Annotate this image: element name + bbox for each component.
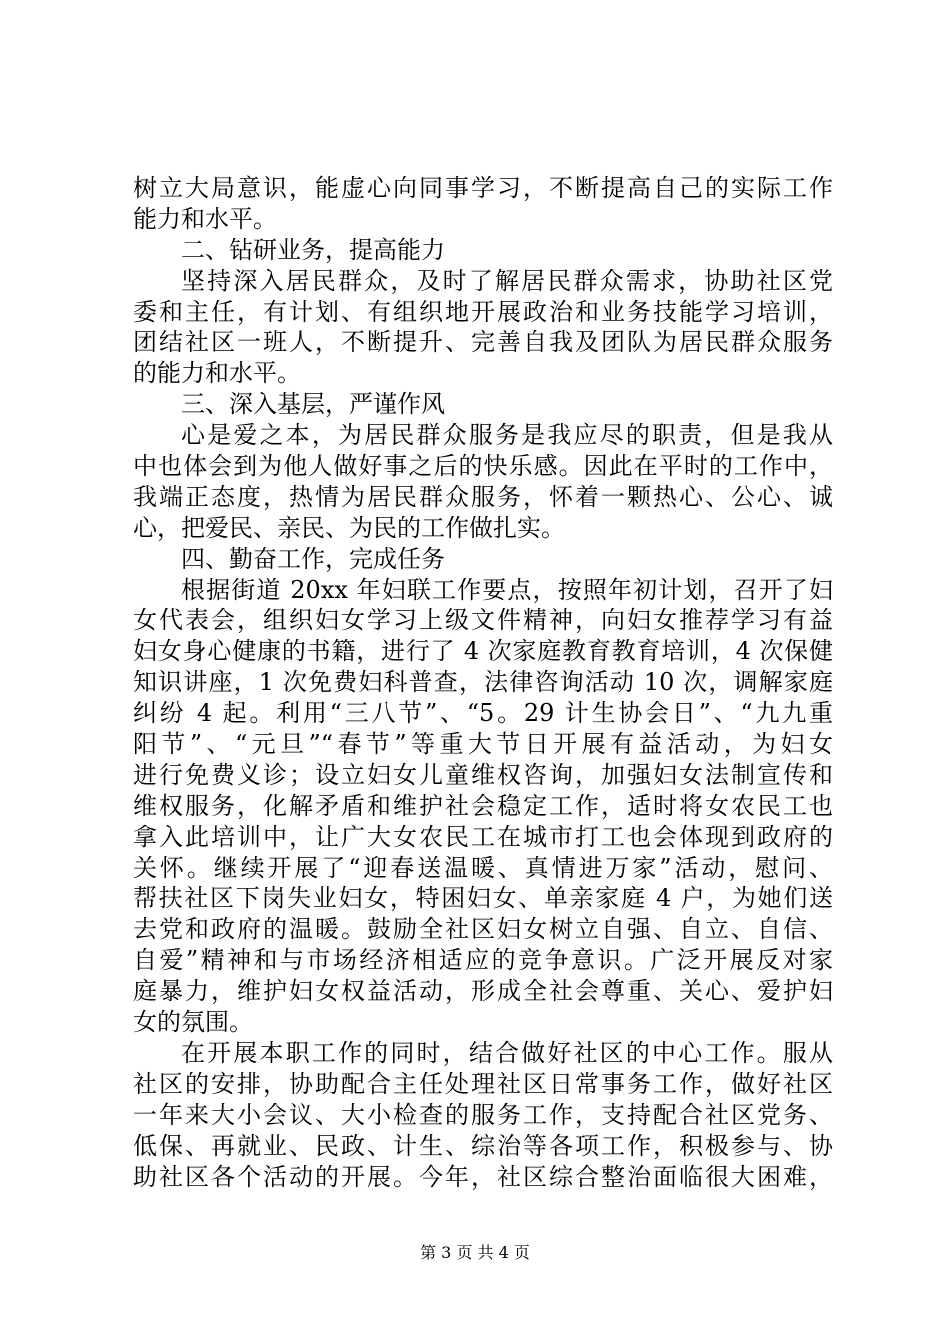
text-line: 心，把爱民、亲民、为民的工作做扎实。 (133, 513, 565, 542)
text-line: 心是爱之本，为居民群众服务是我应尽的职责，但是我从 (181, 421, 833, 450)
text-line: 关怀。继续开展了“迎春送温暖、真情进万家”活动，慰问、 (133, 853, 833, 882)
text-line: 树立大局意识，能虚心向同事学习，不断提高自己的实际工作 (133, 174, 833, 202)
text-line: 自爱”精神和与市场经济相适应的竞争意识。广泛开展反对家 (133, 946, 833, 975)
text-line: 中也体会到为他人做好事之后的快乐感。因此在平时的工作中， (133, 452, 833, 481)
text-line: 三、深入基层，严谨作风 (181, 390, 445, 419)
text-line: 纠纷 4 起。利用“三八节”、“5。29 计生协会日”、“九九重 (133, 699, 833, 728)
text-line: 庭暴力，维护妇女权益活动，形成全社会尊重、关心、爱护妇 (133, 977, 833, 1006)
text-line: 一年来大小会议、大小检查的服务工作，支持配合社区党务、 (133, 1100, 833, 1129)
text-line: 去党和政府的温暖。鼓励全社区妇女树立自强、自立、自信、 (133, 915, 833, 944)
page-footer: 第 3 页 共 4 页 (420, 1243, 530, 1262)
text-line: 的能力和水平。 (133, 359, 301, 388)
text-line: 在开展本职工作的同时，结合做好社区的中心工作。服从 (181, 1038, 833, 1067)
text-line: 四、勤奋工作，完成任务 (181, 544, 445, 573)
text-line: 根据街道 20xx 年妇联工作要点，按照年初计划，召开了妇 (181, 575, 833, 604)
text-line: 阳节”、“元旦”“春节”等重大节日开展有益活动，为妇女 (133, 730, 833, 759)
text-line: 委和主任，有计划、有组织地开展政治和业务技能学习培训， (133, 297, 833, 326)
text-line: 团结社区一班人，不断提升、完善自我及团队为居民群众服务 (133, 328, 833, 357)
text-line: 女的氛围。 (133, 1008, 253, 1037)
text-line: 我端正态度，热情为居民群众服务，怀着一颗热心、公心、诚 (133, 482, 833, 511)
text-line: 能力和水平。 (133, 204, 277, 233)
text-line: 帮扶社区下岗失业妇女，特困妇女、单亲家庭 4 户，为她们送 (133, 884, 833, 913)
text-line: 二、钻研业务，提高能力 (181, 235, 445, 264)
text-line: 社区的安排，协助配合主任处理社区日常事务工作，做好社区 (133, 1069, 833, 1098)
text-line: 进行免费义诊；设立妇女儿童维权咨询，加强妇女法制宣传和 (133, 760, 833, 789)
text-line: 拿入此培训中，让广大女农民工在城市打工也会体现到政府的 (133, 822, 833, 851)
text-line: 坚持深入居民群众，及时了解居民群众需求，协助社区党 (181, 266, 833, 295)
text-line: 妇女身心健康的书籍，进行了 4 次家庭教育教育培训，4 次保健 (133, 637, 833, 666)
text-line: 维权服务，化解矛盾和维护社会稳定工作，适时将女农民工也 (133, 791, 833, 820)
text-line: 知识讲座，1 次免费妇科普查，法律咨询活动 10 次，调解家庭 (133, 668, 833, 697)
document-body (133, 173, 833, 1192)
text-line: 女代表会，组织妇女学习上级文件精神，向妇女推荐学习有益 (133, 606, 833, 635)
text-line: 低保、再就业、民政、计生、综治等各项工作，积极参与、协 (133, 1131, 833, 1160)
text-line: 助社区各个活动的开展。今年，社区综合整治面临很大困难， (133, 1162, 833, 1191)
